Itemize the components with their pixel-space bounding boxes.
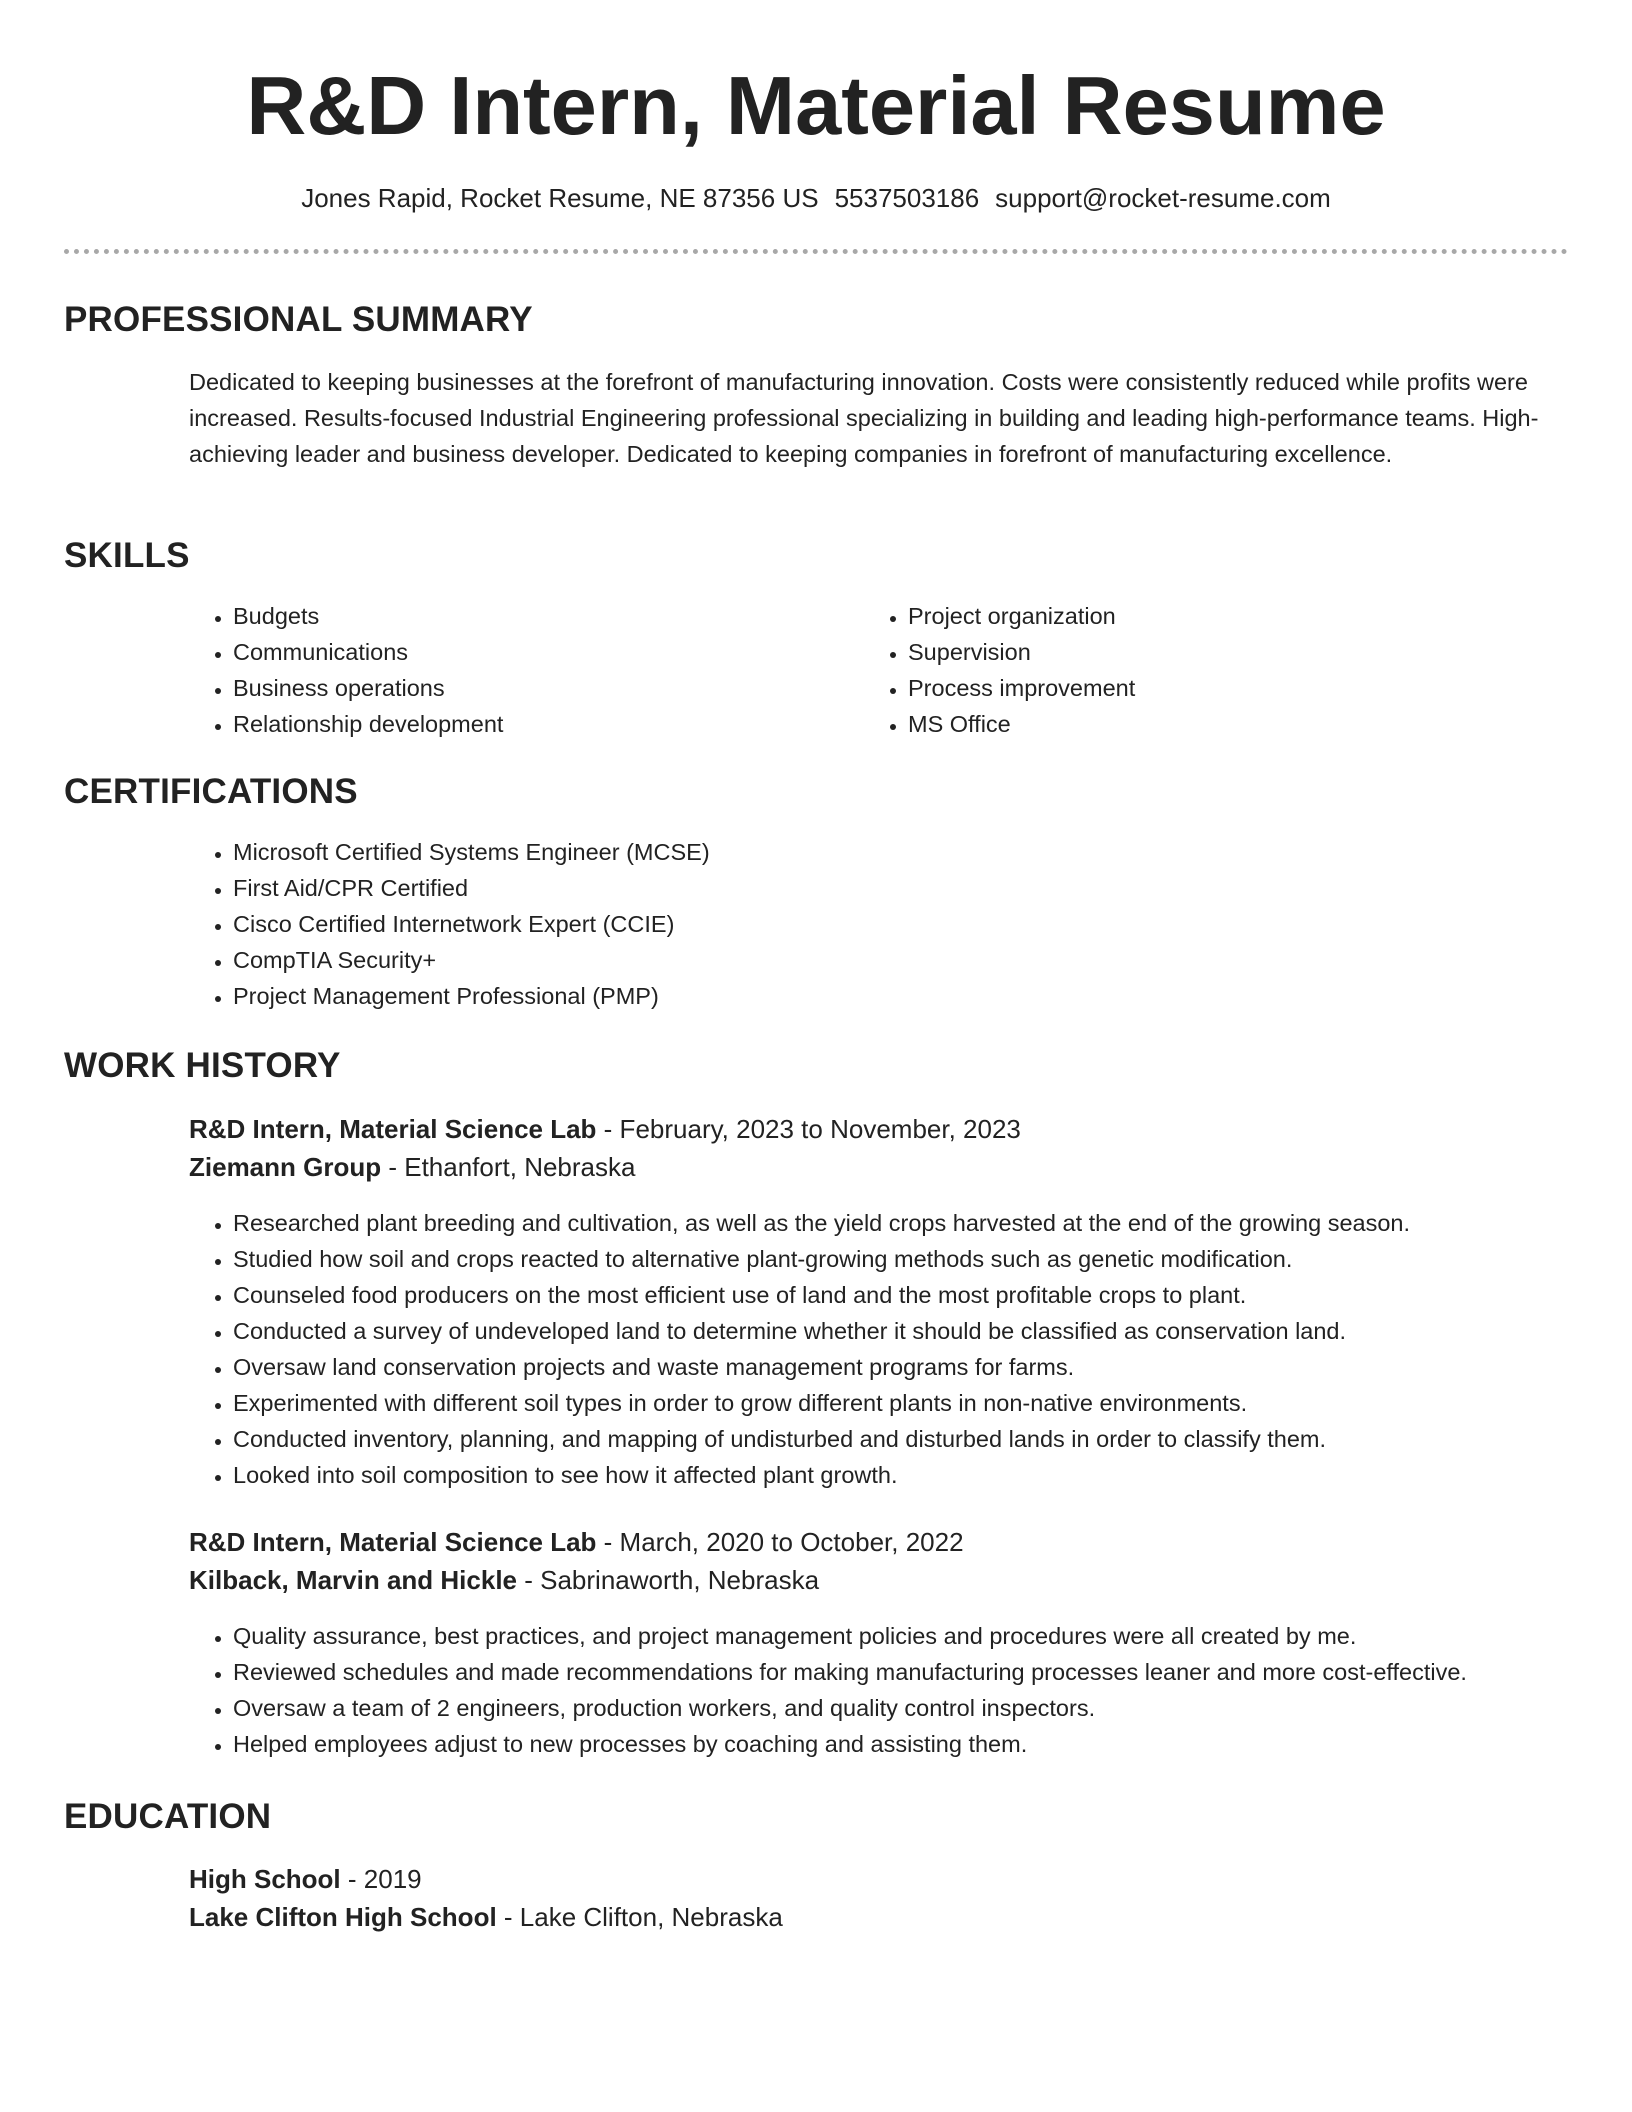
job-2-bullets	[189, 1618, 1632, 1762]
skill-item: • Relationship development	[233, 706, 853, 742]
skill-item: • Supervision	[908, 634, 1528, 670]
job-bullet: • Oversaw a team of 2 engineers, production workers, and quality control inspectors.	[233, 1690, 1632, 1726]
contact-phone: 5537503186	[834, 183, 980, 213]
job-location: - Ethanfort, Nebraska	[381, 1152, 636, 1182]
job-bullet: • Counseled food producers on the most efficient use of land and the most profitable crops to plant.	[233, 1277, 1632, 1313]
skill-item: • Communications	[233, 634, 853, 670]
skills-list-left	[189, 598, 853, 742]
job-bullet: • Oversaw land conservation projects and waste management programs for farms.	[233, 1349, 1632, 1385]
job-company: Kilback, Marvin and Hickle	[189, 1565, 518, 1595]
skill-item: • Budgets	[233, 598, 853, 634]
job-1-title-line	[189, 1110, 1021, 1148]
certifications-heading: CERTIFICATIONS	[64, 772, 358, 811]
job-2-company-line	[189, 1561, 819, 1599]
job-bullet: • Quality assurance, best practices, and project management policies and procedures were all created by me.	[233, 1618, 1632, 1654]
certification-item: • Project Management Professional (PMP)	[233, 978, 1533, 1014]
education-location: - Lake Clifton, Nebraska	[496, 1902, 783, 1932]
contact-address: Jones Rapid, Rocket Resume, NE 87356 US	[301, 183, 819, 213]
skill-item: • MS Office	[908, 706, 1528, 742]
work-heading: WORK HISTORY	[64, 1046, 341, 1085]
summary-text: Dedicated to keeping businesses at the forefront of manufacturing innovation. Costs were consistently reduced while profits were increased. Results-focused Industrial Engineering professional specializing in building and leading high-performance teams. High-achieving leader and business developer. Dedicated to keeping companies in forefront of manufacturing excellence.	[189, 369, 1539, 467]
certifications-list	[189, 834, 1533, 1014]
certification-item: • Cisco Certified Internetwork Expert (CCIE)	[233, 906, 1533, 942]
education-degree: High School	[189, 1864, 341, 1894]
contact-line	[0, 180, 1632, 216]
job-location: - Sabrinaworth, Nebraska	[517, 1565, 820, 1595]
job-company: Ziemann Group	[189, 1152, 382, 1182]
job-1-company-line	[189, 1148, 635, 1186]
job-bullet: • Studied how soil and crops reacted to alternative plant-growing methods such as genetic modification.	[233, 1241, 1632, 1277]
job-title: R&D Intern, Material Science Lab	[189, 1114, 597, 1144]
job-1-bullets	[189, 1205, 1632, 1493]
certification-item: • Microsoft Certified Systems Engineer (MCSE)	[233, 834, 1533, 870]
skill-item: • Business operations	[233, 670, 853, 706]
skill-item: • Project organization	[908, 598, 1528, 634]
job-2-title-line	[189, 1523, 964, 1561]
education-school: Lake Clifton High School	[189, 1902, 497, 1932]
job-title: R&D Intern, Material Science Lab	[189, 1527, 597, 1557]
job-bullet: • Helped employees adjust to new processes by coaching and assisting them.	[233, 1726, 1632, 1762]
education-school-line	[189, 1898, 783, 1936]
certification-item: • First Aid/CPR Certified	[233, 870, 1533, 906]
job-bullet: • Reviewed schedules and made recommendations for making manufacturing processes leaner and more cost-effective.	[233, 1654, 1632, 1690]
education-heading: EDUCATION	[64, 1797, 272, 1836]
job-bullet: • Conducted inventory, planning, and mapping of undisturbed and disturbed lands in order to classify them.	[233, 1421, 1632, 1457]
skill-item: • Process improvement	[908, 670, 1528, 706]
contact-email: support@rocket-resume.com	[995, 183, 1331, 213]
job-bullet: • Experimented with different soil types in order to grow different plants in non-native environments.	[233, 1385, 1632, 1421]
job-dates: - March, 2020 to October, 2022	[596, 1527, 964, 1557]
job-bullet: • Researched plant breeding and cultivation, as well as the yield crops harvested at the end of the growing season.	[233, 1205, 1632, 1241]
header-divider	[64, 249, 1568, 254]
education-degree-line	[189, 1860, 422, 1898]
summary-heading: PROFESSIONAL SUMMARY	[64, 300, 533, 339]
resume-title: R&D Intern, Material Resume	[246, 59, 1386, 152]
skills-heading: SKILLS	[64, 536, 190, 575]
job-dates: - February, 2023 to November, 2023	[596, 1114, 1021, 1144]
job-bullet: • Looked into soil composition to see how it affected plant growth.	[233, 1457, 1632, 1493]
education-year: - 2019	[340, 1864, 422, 1894]
skills-list-right	[864, 598, 1528, 742]
certification-item: • CompTIA Security+	[233, 942, 1533, 978]
job-bullet: • Conducted a survey of undeveloped land to determine whether it should be classified as conservation land.	[233, 1313, 1632, 1349]
